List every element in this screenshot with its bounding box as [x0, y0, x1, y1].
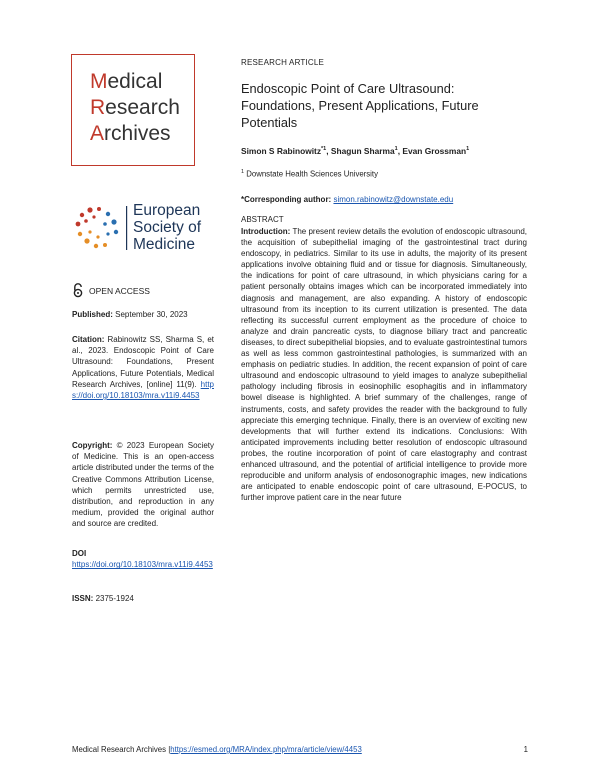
open-access-badge: OPEN ACCESS [72, 283, 150, 298]
open-access-icon [72, 283, 84, 298]
page-number: 1 [523, 745, 528, 754]
issn-info: ISSN: 2375-1924 [72, 594, 134, 603]
article-title: Endoscopic Point of Care Ultrasound: Foundations, Present Applications, Future Potentials [241, 81, 479, 130]
journal-logo-box [71, 54, 195, 166]
corresponding-email-link[interactable]: simon.rabinowitz@downstate.edu [333, 195, 454, 204]
journal-name-line-2: Research [90, 96, 180, 119]
author-list: Simon S Rabinowitz$^{*1}$, Shagun Sharma$^1$, Evan Grossman$^1$ [241, 146, 470, 156]
society-logo-icon [72, 204, 132, 252]
footer-journal: Medical Research Archives |https://esmed.org/MRA/index.php/mra/article/view/4453 [72, 745, 362, 754]
citation-block: Citation: Rabinowitz SS, Sharma S, et al., 2023. Endoscopic Point of Care Ultrasound: Foundations, Present Applications, Future Potentials, Medical Research Archives, [online] 11(9). https://doi.org/10.18103/mra.v11i9.4453 [72, 335, 214, 401]
corresponding-author: *Corresponding author: simon.rabinowitz@downstate.edu [241, 195, 454, 204]
copyright-block: Copyright: © 2023 European Society of Medicine. This is an open-access article distributed under the terms of the Creative Commons Attribution License, which permits unrestricted use, distribution, and reproduction in any medium, provided the original author and source are credited. [72, 441, 214, 529]
abstract-heading: ABSTRACT [241, 215, 284, 224]
society-name: European Society of Medicine [133, 202, 202, 253]
doi-block: DOI https://doi.org/10.18103/mra.v11i9.4453 [72, 549, 213, 570]
doi-link[interactable]: https://doi.org/10.18103/mra.v11i9.4453 [72, 560, 213, 570]
affiliation: $^1$ Downstate Health Sciences University [241, 169, 378, 179]
published-info: Published: September 30, 2023 [72, 310, 188, 319]
footer-article-link[interactable]: https://esmed.org/MRA/index.php/mra/article/view/4453 [170, 745, 362, 754]
page-footer [72, 745, 528, 754]
journal-name-line-3: Archives [90, 122, 171, 145]
citation-doi-link[interactable]: https://doi.org/10.18103/mra.v11i9.4453 [72, 379, 214, 401]
abstract-body: Introduction: The present review details the evolution of endoscopic ultrasound, the acquisition of subepithelial imaging of the gastrointestinal tract during endoscopy, in pediatrics. Similar to its use in adults, the majority of its present applications involve obtaining fluid and or tissue for diagnosis. Simultaneously, the indications for point of care ultrasound, in which physicians caring for a patient personally obtains images which can be incorporated immediately into diagnosis and management, are also expanding. A history of endoscopic ultrasound from its inception to its current utilization is presented. The data reflecting its successful current employment as the procedure of choice to analyze and drain pancreatic cysts, to diagnose biliary tract and pancreatic diseases, to direct subepithelial biopsies, and to evaluate gastrointestinal tumors as well as less common gastrointestinal pathologies, is summarized with an emphasis on pediatric studies. In addition, the recent expansion of point of care ultrasound and endoscopic ultrasound to yield images to analyze subepithelial pathology including fibrosis in eosinophilic esophagitis and in inflammatory bowel disease is highlighted. A brief summary of the challenges, range of instruments, costs, and safety provides the reader with the background to fully appreciate this emerging technique. Finally, there is an overview of exciting new developments that will further extend its indications. Conclusions: With anticipated improvements including better resolution of endoscopic ultrasound probes, the routine incorporation of point of care elastography and contrast enhanced ultrasound, and the potential of artificial intelligence to provide more reproducible and uniform analysis of endosonographic images, new indications are anticipated to enable endoscopic point of care ultrasound, E-POCUS, to further improve patient care in the near future [241, 227, 527, 503]
article-type-label: RESEARCH ARTICLE [241, 58, 325, 67]
journal-name-line-1: Medical [90, 70, 163, 93]
